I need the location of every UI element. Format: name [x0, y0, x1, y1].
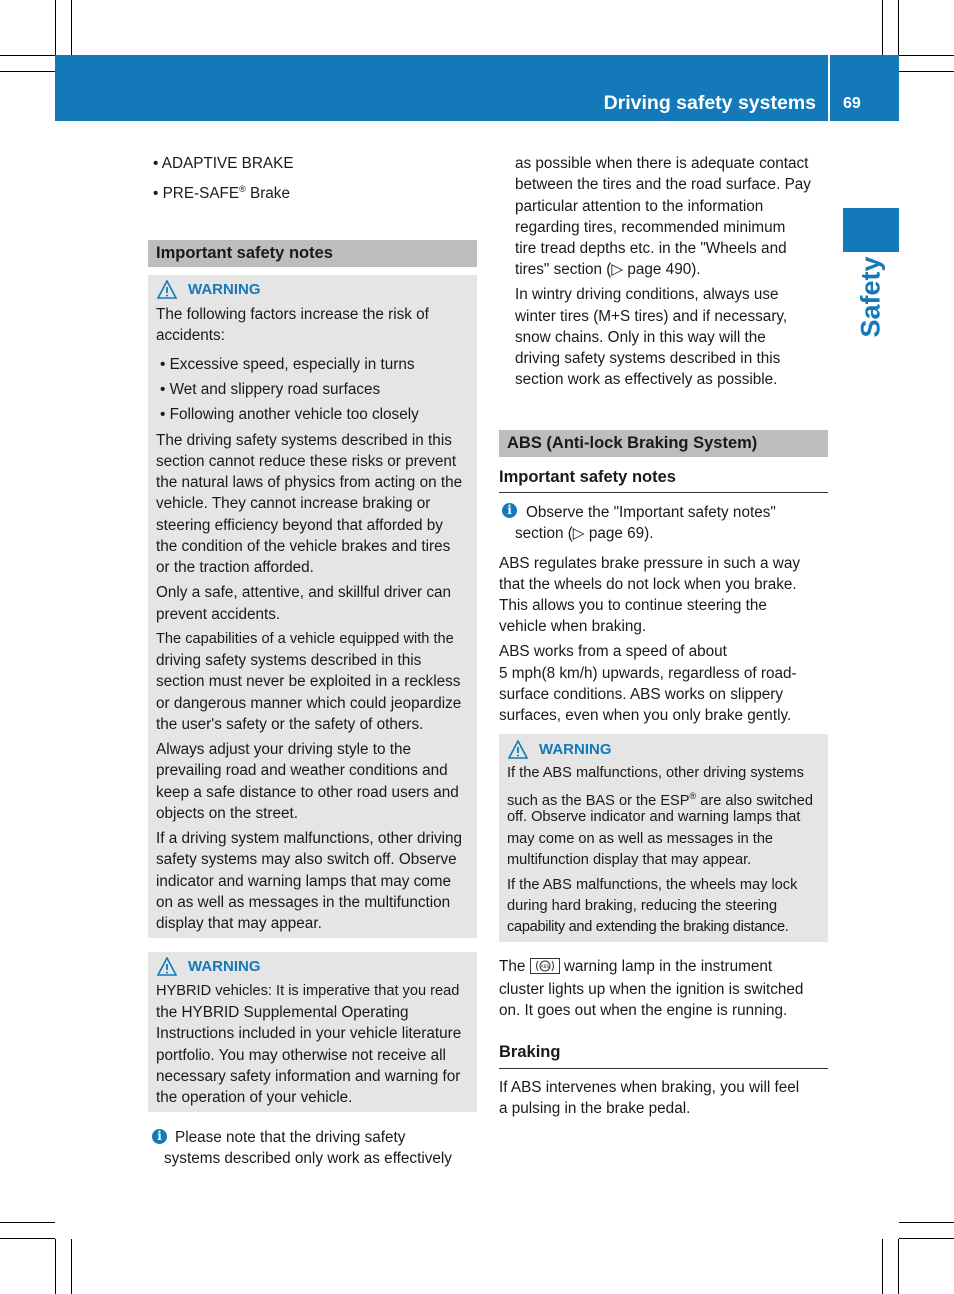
body-text: surface conditions. ABS works on slippery	[499, 686, 783, 703]
warning-text: the natural laws of physics from acting on the	[156, 474, 463, 491]
warning-text: the condition of the vehicle brakes and tires	[156, 538, 451, 555]
warning-text: or the traction afforded.	[156, 559, 314, 576]
warning-text: the user's safety or the safety of others.	[156, 716, 424, 733]
body-text: between the tires and the road surface. Pay	[515, 176, 811, 193]
subsection-heading: Braking	[499, 1042, 828, 1069]
page-number-box	[830, 55, 899, 121]
body-text: ABS regulates brake pressure in such a way	[499, 555, 800, 572]
warning-text: The driving safety systems described in this	[156, 432, 452, 449]
warning-text: keep a safe distance to other road users and	[156, 784, 459, 801]
header-title: Driving safety systems	[603, 92, 816, 114]
body-text: This allows you to continue steering the	[499, 597, 767, 614]
body-text: tires" section (▷ page 490).	[515, 261, 701, 278]
warning-text: safety systems may also switch off. Observe	[156, 851, 457, 868]
body-text: snow chains. Only in this way will the	[515, 329, 766, 346]
warning-text: The following factors increase the risk of	[156, 306, 429, 323]
warning-title: WARNING	[188, 281, 261, 298]
warning-text: vehicle. They cannot increase braking or	[156, 495, 431, 512]
warning-text: may come on as well as messages in the	[507, 831, 774, 847]
body-text: 5 mph(8 km/h) upwards, regardless of road-	[499, 665, 797, 682]
list-item: • Wet and slippery road surfaces	[160, 381, 381, 398]
info-icon: i	[152, 1129, 167, 1144]
warning-text: If the ABS malfunctions, the wheels may lock	[507, 877, 798, 893]
body-text: driving safety systems described in this	[515, 350, 781, 367]
warning-text: Always adjust your driving style to the	[156, 741, 412, 758]
warning-title: WARNING	[188, 958, 261, 975]
body-text: on. It goes out when the engine is running.	[499, 1002, 788, 1019]
body-text: In wintry driving conditions, always use	[515, 286, 779, 303]
warning-text: Only a safe, attentive, and skillful driver can	[156, 584, 452, 601]
warning-text: necessary safety information and warning for	[156, 1068, 461, 1085]
warning-text: steering efficiency beyond that afforded by	[156, 517, 443, 534]
body-text: ABS works from a speed of about	[499, 643, 727, 660]
list-item: • Excessive speed, especially in turns	[160, 356, 415, 373]
section-heading: Important safety notes	[148, 240, 477, 267]
warning-text: section cannot reduce these risks or prevent	[156, 453, 457, 470]
page-number: 69	[843, 95, 861, 112]
warning-text: during hard braking, reducing the steering	[507, 898, 778, 914]
info-icon: i	[502, 503, 517, 518]
intro-bullet: • PRE-SAFE® Brake	[153, 184, 290, 203]
body-text: section work as effectively as possible.	[515, 371, 778, 388]
side-tab-label: Safety	[855, 256, 886, 338]
warning-text: indicator and warning lamps that may come	[156, 873, 452, 890]
body-text: vehicle when braking.	[499, 618, 647, 635]
info-text: Please note that the driving safety	[175, 1129, 406, 1146]
info-text: Observe the "Important safety notes"	[526, 504, 776, 521]
warning-text: driving safety systems described in this	[156, 652, 422, 669]
body-text: cluster lights up when the ignition is switched	[499, 981, 804, 998]
warning-text: multifunction display that may appear.	[507, 852, 752, 868]
warning-text: capability and extending the braking distance.	[507, 919, 789, 935]
warning-title: WARNING	[539, 741, 612, 758]
warning-text: HYBRID vehicles: It is imperative that you read	[156, 983, 460, 999]
warning-text: If a driving system malfunctions, other driving	[156, 830, 463, 847]
warning-text: or dangerous manner which could jeopardize	[156, 695, 462, 712]
body-text: particular attention to the information	[515, 198, 764, 215]
intro-bullet: • ADAPTIVE BRAKE	[153, 155, 294, 172]
section-heading: ABS (Anti-lock Braking System)	[499, 430, 828, 457]
warning-icon	[508, 740, 528, 759]
warning-text: prevailing road and weather conditions and	[156, 762, 448, 779]
warning-text: prevent accidents.	[156, 606, 281, 623]
warning-text: display that may appear.	[156, 915, 322, 932]
warning-text: If the ABS malfunctions, other driving systems	[507, 765, 804, 781]
warning-text: objects on the street.	[156, 805, 299, 822]
warning-text: the HYBRID Supplemental Operating	[156, 1004, 409, 1021]
warning-text: Instructions included in your vehicle literature	[156, 1025, 462, 1042]
warning-icon	[157, 280, 177, 299]
body-text: that the wheels do not lock when you brake.	[499, 576, 797, 593]
warning-text: section must never be exploited in a reckless	[156, 673, 461, 690]
svg-text:ABS: ABS	[540, 965, 550, 970]
warning-icon	[157, 957, 177, 976]
warning-text: the operation of your vehicle.	[156, 1089, 353, 1106]
warning-text: on as well as messages in the multifunction	[156, 894, 451, 911]
abs-warning-lamp-icon	[530, 958, 560, 974]
body-text: a pulsing in the brake pedal.	[499, 1100, 691, 1117]
body-text: regarding tires, recommended minimum	[515, 219, 786, 236]
side-tab	[843, 208, 899, 252]
body-text: tire tread depths etc. in the "Wheels and	[515, 240, 787, 257]
info-text: systems described only work as effectively	[164, 1150, 452, 1167]
subsection-heading: Important safety notes	[499, 467, 828, 493]
body-text: If ABS intervenes when braking, you will feel	[499, 1079, 800, 1096]
warning-text: off. Observe indicator and warning lamps that	[507, 809, 801, 825]
body-text: winter tires (M+S tires) and if necessary,	[515, 308, 788, 325]
list-item: • Following another vehicle too closely	[160, 406, 419, 423]
warning-text: The capabilities of a vehicle equipped with the	[156, 631, 454, 647]
body-text: surfaces, even when you only brake gently.	[499, 707, 792, 724]
warning-text: accidents:	[156, 327, 225, 344]
body-text: The ABS warning lamp in the instrument	[499, 958, 773, 975]
warning-text: such as the BAS or the ESP® are also switched	[507, 791, 813, 809]
body-text: as possible when there is adequate contact	[515, 155, 809, 172]
header-bar	[55, 55, 828, 121]
info-text: section (▷ page 69).	[515, 525, 654, 542]
warning-text: portfolio. You may otherwise not receive all	[156, 1047, 446, 1064]
